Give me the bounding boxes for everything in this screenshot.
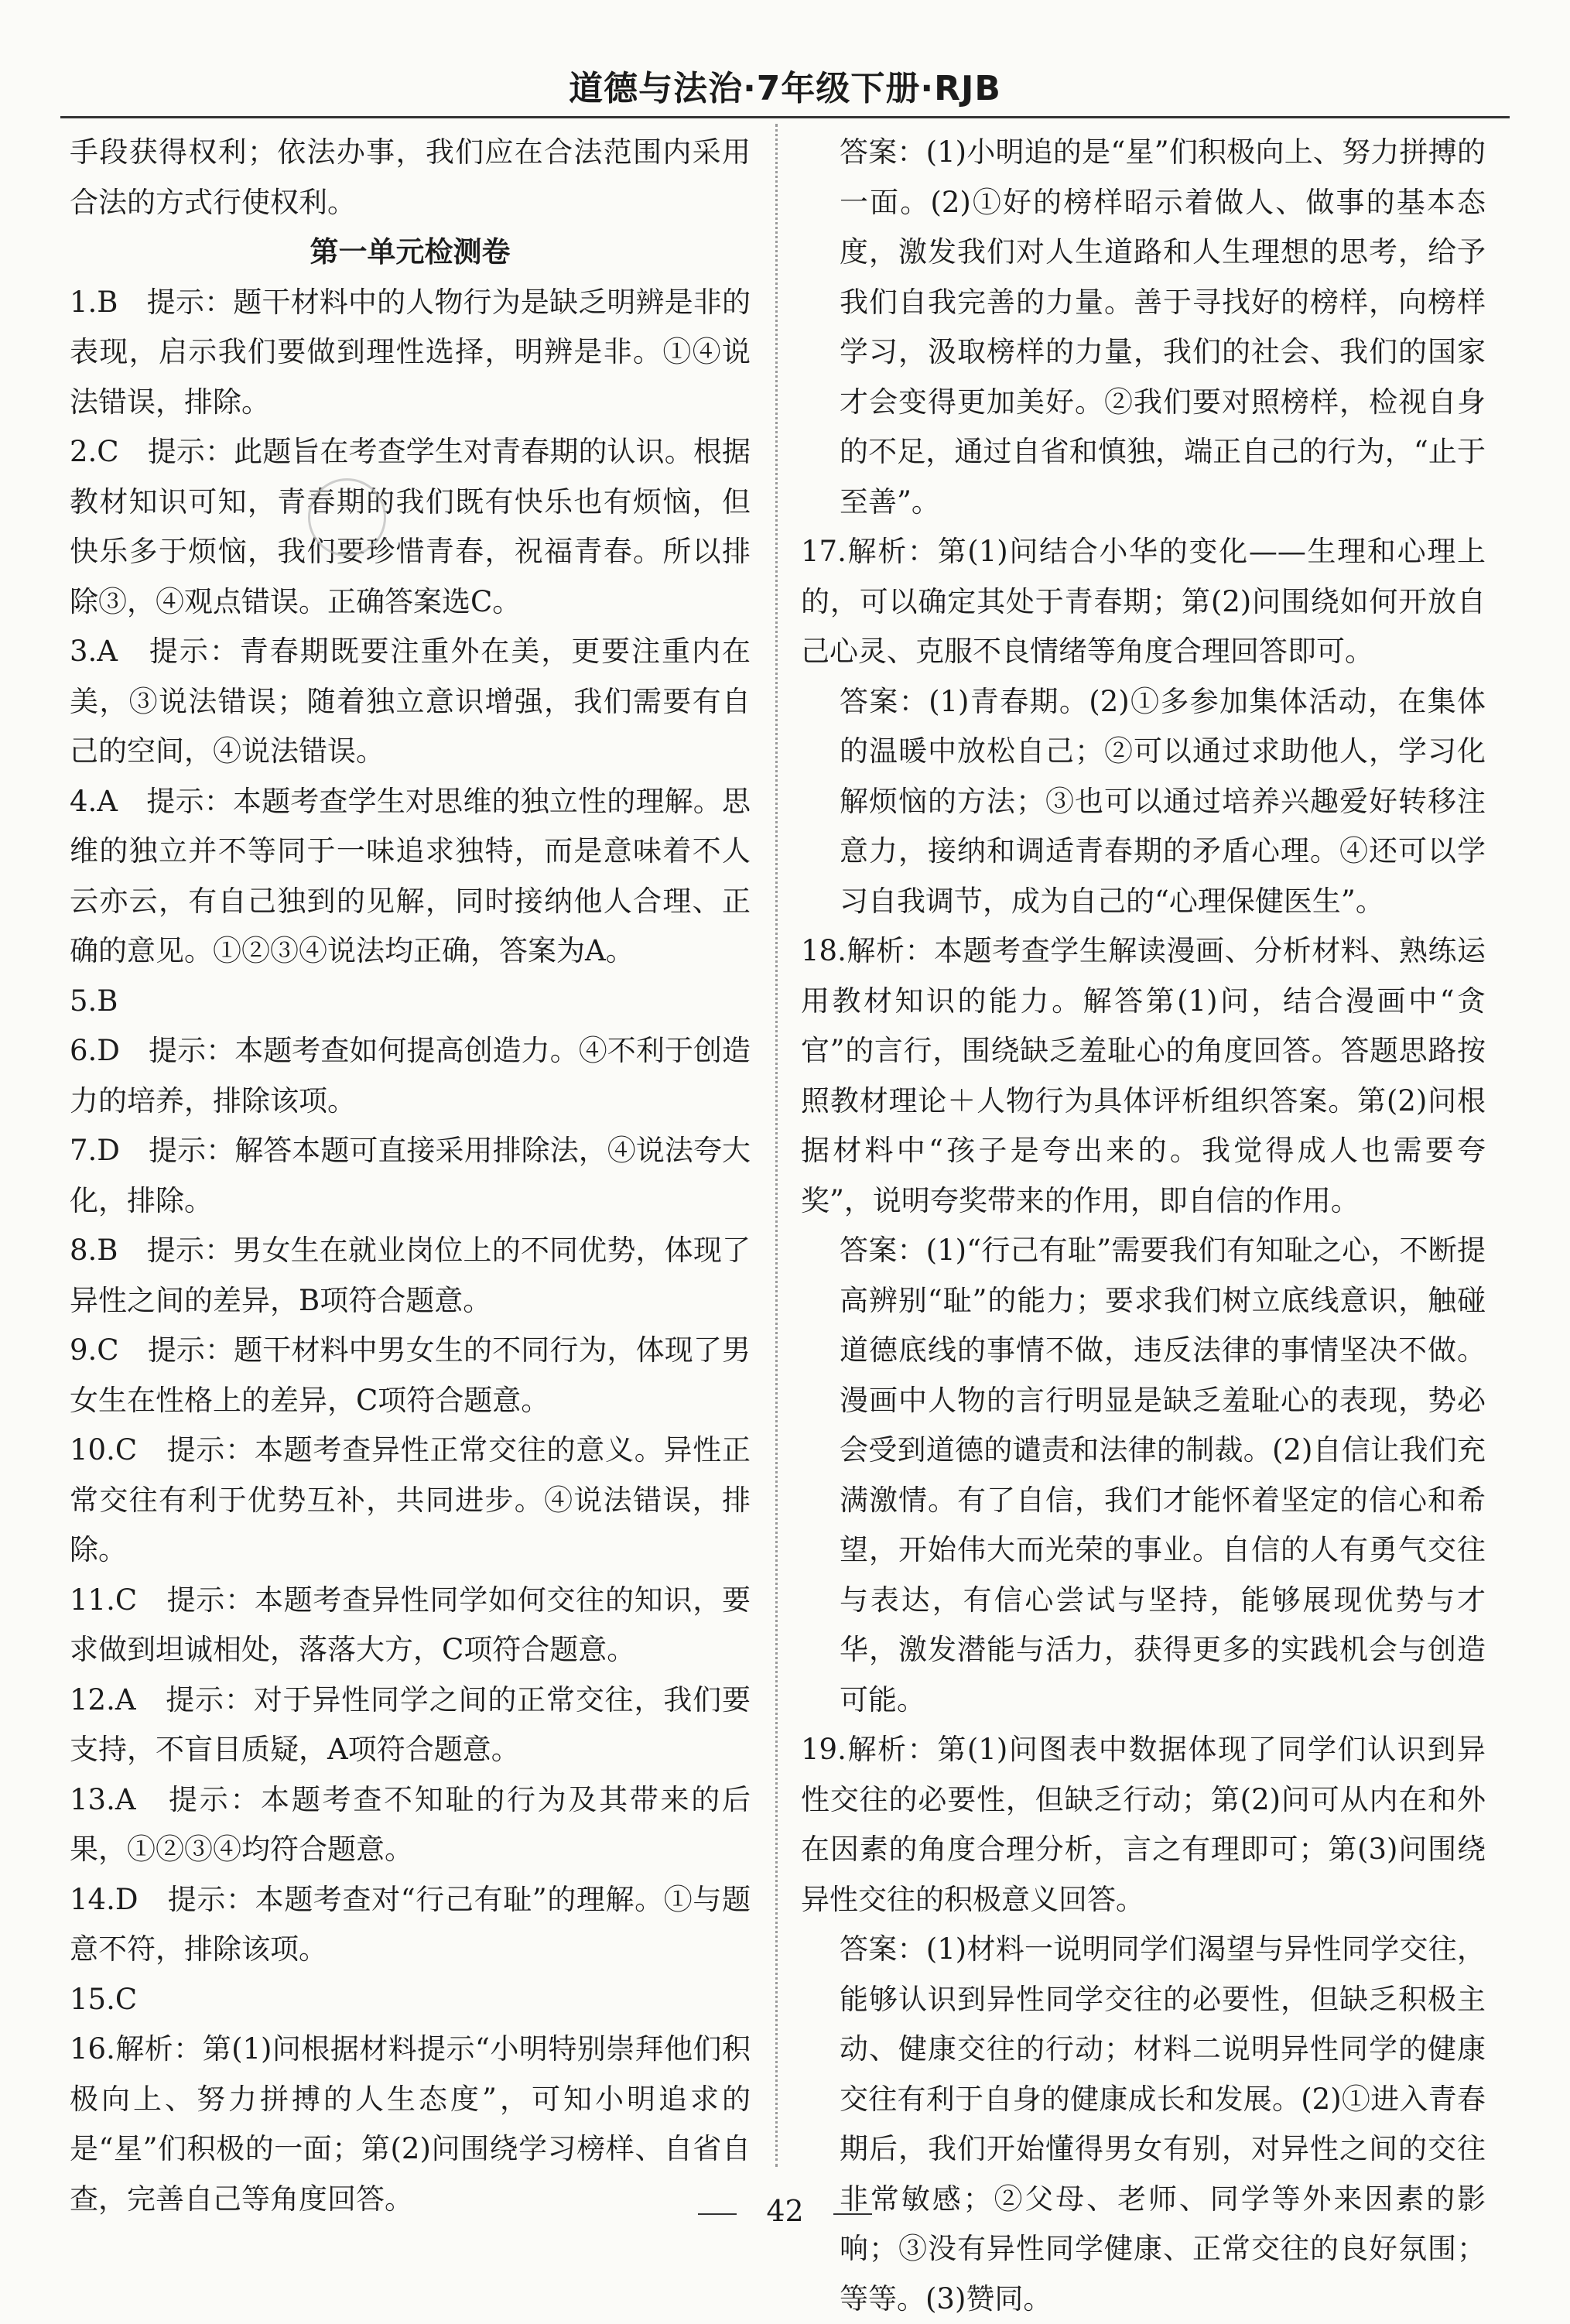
page-header: 道德与法治·7年级下册·RJB xyxy=(569,69,1001,108)
answer-item: 7.D 提示：解答本题可直接采用排除法，④说法夸大化，排除。 xyxy=(70,1134,751,1217)
answer-item: 13.A 提示：本题考查不知耻的行为及其带来的后果，①②③④均符合题意。 xyxy=(70,1782,751,1866)
answer-item: 2.C 提示：此题旨在考查学生对青春期的认识。根据教材知识可知，青春期的我们既有快乐也有烦恼，但快乐多于烦恼，我们要珍惜青春，祝福青春。所以排除③，④观点错误。正确答案选C。 xyxy=(70,435,751,618)
answer-item: 12.A 提示：对于异性同学之间的正常交往，我们要支持，不盲目质疑，A项符合题意。 xyxy=(70,1682,751,1766)
answer-paragraph: 答案：(1)小明追的是“星”们积极向上、努力拼搏的一面。(2)①好的榜样昭示着做人、做事的基本态度，激发我们对人生道路和人生理想的思考，给予我们自我完善的力量。善于寻找好的榜样，向榜样学习，汲取榜样的力量，我们的社会、我们的国家才会变得更加美好。②我们要对照榜样，检视自身的不足，通过自省和慎独，端正自己的行为，“止于至善”。 xyxy=(840,135,1486,519)
right-column xyxy=(801,128,1486,2315)
answer-item: 14.D 提示：本题考查对“行己有耻”的理解。①与题意不符，排除该项。 xyxy=(70,1882,751,1966)
right-blocks xyxy=(801,128,1486,2324)
answer-item: 6.D 提示：本题考查如何提高创造力。④不利于创造力的培养，排除该项。 xyxy=(70,1034,751,1118)
answer-item: 4.A 提示：本题考查学生对思维的独立性的理解。思维的独立并不等同于一味追求独特，而是意味着不人云亦云，有自己独到的见解，同时接纳他人合理、正确的意见。①②③④说法均正确，答案为A。 xyxy=(70,784,751,967)
answer-item: 19.解析：第(1)问图表中数据体现了同学们认识到异性交往的必要性，但缺乏行动；第(2)问可从内在和外在因素的角度合理分析，言之有理即可；第(3)问围绕异性交往的积极意义回答。 xyxy=(801,1733,1486,1916)
left-top-paragraph: 手段获得权利；依法办事，我们应在合法范围内采用合法的方式行使权利。 xyxy=(70,135,751,219)
footer-dash-left xyxy=(698,2213,737,2215)
answer-item: 15.C xyxy=(70,1982,138,2016)
answer-item: 16.解析：第(1)问根据材料提示“小明特别崇拜他们积极向上、努力拼搏的人生态度”，可知小明追求的是“星”们积极的一面；第(2)问围绕学习榜样、自省自查，完善自己等角度回答。 xyxy=(70,2032,751,2216)
section-title: 第一单元检测卷 xyxy=(310,235,511,269)
answer-item: 1.B 提示：题干材料中的人物行为是缺乏明辨是非的表现，启示我们要做到理性选择，明辨是非。①④说法错误，排除。 xyxy=(70,285,751,419)
answer-paragraph: 答案：(1)材料一说明同学们渴望与异性同学交往，能够认识到异性同学交往的必要性，但缺乏积极主动、健康交往的行动；材料二说明异性同学的健康交往有利于自身的健康成长和发展。(2)①进入青春期后，我们开始懂得男女有别，对异性之间的交往非常敏感；②父母、老师、同学等外来因素的影响；③没有异性同学健康、正常交往的良好氛围；等等。(3)赞同。 xyxy=(840,1932,1486,2315)
answer-item: 5.B xyxy=(70,984,118,1018)
page-number: 42 xyxy=(766,2194,804,2228)
answer-item: 3.A 提示：青春期既要注重外在美，更要注重内在美，③说法错误；随着独立意识增强，我们需要有自己的空间，④说法错误。 xyxy=(70,635,751,768)
answer-item: 18.解析：本题考查学生解读漫画、分析材料、熟练运用教材知识的能力。解答第(1)问，结合漫画中“贪官”的言行，围绕缺乏羞耻心的角度回答。答题思路按照教材理论＋人物行为具体评析组织答案。第(2)问根据材料中“孩子是夸出来的。我觉得成人也需要夸奖”，说明夸奖带来的作用，即自信的作用。 xyxy=(801,934,1486,1217)
answer-item: 8.B 提示：男女生在就业岗位上的不同优势，体现了异性之间的差异，B项符合题意。 xyxy=(70,1234,751,1317)
faint-stamp-mark xyxy=(308,478,386,556)
footer-dash-right xyxy=(833,2213,872,2215)
answer-item: 10.C 提示：本题考查异性正常交往的意义。异性正常交往有利于优势互补，共同进步。④说法错误，排除。 xyxy=(70,1433,751,1566)
answer-item: 11.C 提示：本题考查异性同学如何交往的知识，要求做到坦诚相处，落落大方，C项符合题意。 xyxy=(70,1583,751,1666)
answer-paragraph: 答案：(1)青春期。(2)①多参加集体活动，在集体的温暖中放松自己；②可以通过求助他人，学习化解烦恼的方法；③也可以通过培养兴趣爱好转移注意力，接纳和调适青春期的矛盾心理。④还可以学习自我调节，成为自己的“心理保健医生”。 xyxy=(840,684,1486,918)
header-rule xyxy=(60,116,1510,118)
left-column xyxy=(70,128,751,2216)
page-footer xyxy=(0,2194,1570,2228)
column-divider xyxy=(775,124,778,2167)
answer-item: 9.C 提示：题干材料中男女生的不同行为，体现了男女生在性格上的差异，C项符合题意。 xyxy=(70,1333,751,1417)
left-items xyxy=(70,278,751,2225)
answer-item: 17.解析：第(1)问结合小华的变化——生理和心理上的，可以确定其处于青春期；第(2)问围绕如何开放自己心灵、克服不良情绪等角度合理回答即可。 xyxy=(801,535,1486,668)
answer-paragraph: 答案：(1)“行己有耻”需要我们有知耻之心，不断提高辨别“耻”的能力；要求我们树立底线意识，触碰道德底线的事情不做，违反法律的事情坚决不做。漫画中人物的言行明显是缺乏羞耻心的表现，势必会受到道德的谴责和法律的制裁。(2)自信让我们充满激情。有了自信，我们才能怀着坚定的信心和希望，开始伟大而光荣的事业。自信的人有勇气交往与表达，有信心尝试与坚持，能够展现优势与才华，激发潜能与活力，获得更多的实践机会与创造可能。 xyxy=(840,1234,1486,1716)
